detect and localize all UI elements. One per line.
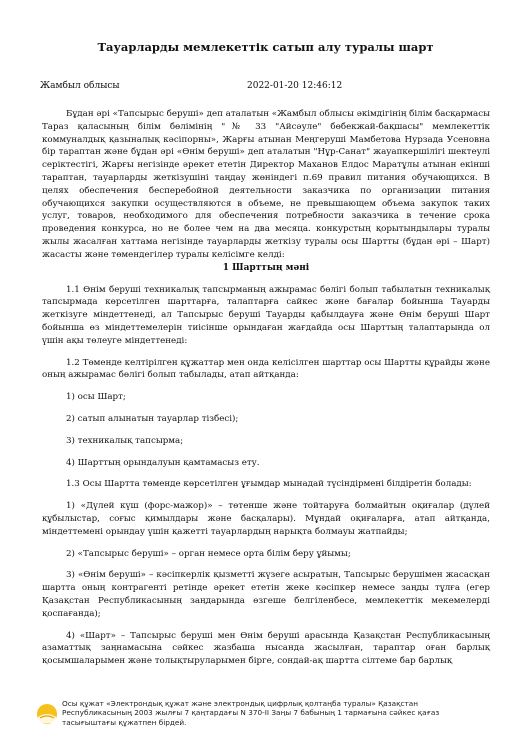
- document-body: [42, 108, 490, 668]
- footer-text: Осы құжат «Электрондық құжат және электрондық цифрлық қолтаңба туралы» Қазақстан Республикасының 2003 жылғы 7 қаңтардағы N 370-II Заңы 7 бабының 1 тармағына сәйкес қағаз тасығыштағы құжатпен бірдей.: [62, 699, 440, 727]
- definition-item: 1) «Дүлей күш (форс-мажор)» – төтенше және тойтаруға болмайтын оқиғалар (дүлей құбылыстар, соғыс қимылдары және басқалары). Мұндай оқиғаларға, атап айтқанда, міндеттемені орындау үшін қажетті тауарлардың нарықта болмауы жатпайды;: [42, 501, 490, 537]
- paragraph-1-2: 1.2 Төменде келтірілген құжаттар мен онда келісілген шарттар осы Шартты құрайды және оның ажырамас бөлігі болып табылады, атап айтқанда:: [42, 357, 490, 381]
- definition-item: 4) «Шарт» – Тапсырыс беруші мен Өнім беруші арасында Қазақстан Республикасының азаматтық заңнамасына сәйкес жазбаша нысанда жасылған, тараптар оған барлық қосымшаларымен және толықтыруларымен бірге, сондай-ақ шартта сілтеме бар барлық: [42, 630, 490, 667]
- paragraph-1-3: 1.3 Осы Шартта төменде көрсетілген ұғымдар мынадай түсіндірмені білдіретін болады:: [66, 479, 472, 490]
- document-place: Жамбыл облысы: [40, 81, 120, 91]
- document-datetime: 2022-01-20 12:46:12: [247, 81, 343, 91]
- list-item: 4) Шарттың орындалуын қамтамасыз ету.: [66, 457, 260, 468]
- definition-item: 3) «Өнім беруші» – кәсіпкерлік қызметті жүзеге асыратын, Тапсырыс берушімен жасасқан шартта оның контрагенті ретінде әрекет ететін жеке кәсіпкер немесе заңды тұлға (егер Қазақстан Республикасының заңдарында өзгеше белгіленбесе, мемлекеттік мекемелерді қоспағанда);: [42, 570, 490, 619]
- list-item: 3) техникалық тапсырма;: [66, 435, 184, 446]
- legal-footer: [30, 697, 500, 749]
- list-item: 2) сатып алынатын тауарлар тізбесі);: [66, 413, 239, 424]
- paragraph-1-1: 1.1 Өнім беруші техникалық тапсырманың ажырамас бөлігі болып табылатын техникалық тапсырмада көрсетілген шарттарға, талаптарға сайкес және бағалар бойынша Тауарды жеткізуге міндеттенеді, ал Тапсырыс беруші Тауарды қабылдауға және Өнім беруші Шарт бойынша өз міндеттемелерін тиісінше орындаған жағдайда осы Шарттың талаптарында ол үшін ақы төлеуге міндеттенеді:: [42, 284, 490, 346]
- list-item: 1) осы Шарт;: [66, 392, 126, 403]
- paragraph-intro: Бұдан әрі «Тапсырыс беруші» деп аталатын «Жамбыл облысы әкімдігінің білім басқармасы Тараз қаласының білім бөлімінің "№ 33 "Айсәуле" бөбекжай-бақшасы" мемлекеттік коммуналдық қазыналық кәсіпорны», Жарғы атынан Меңгеруші Мамбетова Нурзада Усеновна бір тараптан және бұдан әрі «Өнім беруші» деп аталатын "Нұр-Санат" жауапкершілігі шектеулі серіктестігі, Жарғы негізінде әрекет ететін Директор Маханов Елдос Маратұлы атынан екінші тараптан, тауарларды жеткізушіні таңдау жөніндегі п.69 правил питания обучающихся. В целях обеспечения бесперебойной деятельности заказчика по организации питания обучающихся закупки осуществляются в объеме, не превышающем объема закупок таких услуг, товаров, необходимого для обеспечения потребности заказчика в течение срока проведения конкурса, но не более чем на два месяца. конкурстың қорытындылары туралы жылы жасалған хаттама негізінде тауарларды жеткізу туралы осы Шартты (бұдан әрі – Шарт) жасасты және төмендегілер туралы келісімге келді:: [42, 109, 490, 260]
- sun-logo-icon: [36, 703, 58, 725]
- definition-item: 2) «Тапсырыс беруші» – орган немесе орта білім беру ұйымы;: [66, 548, 351, 559]
- section-heading: 1 Шарттың мәні: [222, 262, 310, 273]
- document-title: Тауарларды мемлекеттік сатып алу туралы шарт: [97, 40, 434, 54]
